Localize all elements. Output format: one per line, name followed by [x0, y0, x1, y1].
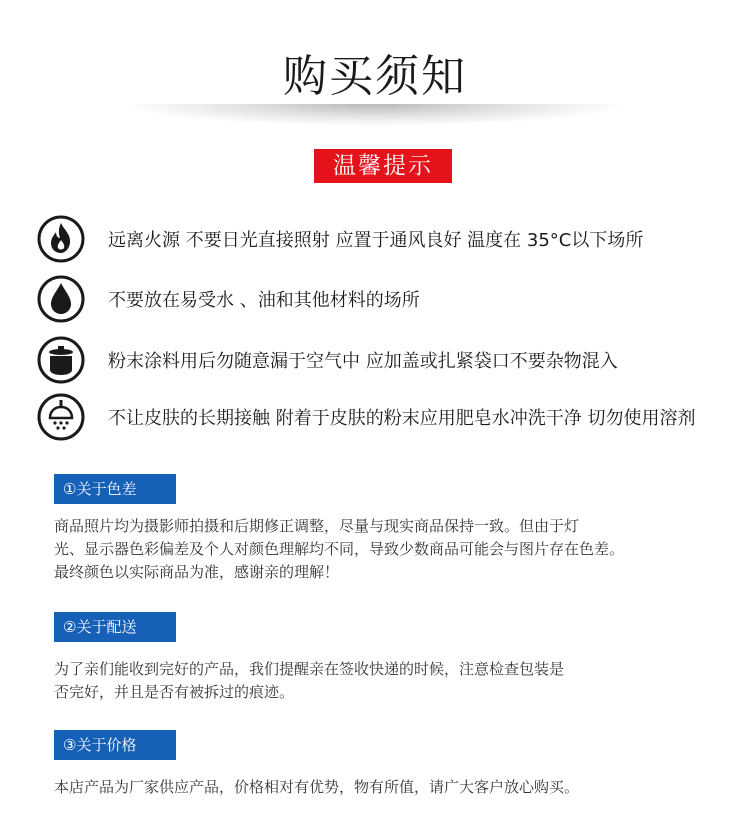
paragraph-line: 光、显示器色彩偏差及个人对颜色理解均不同，导致少数商品可能会与图片存在色差。: [54, 540, 625, 558]
warning-text: 粉末涂料用后勿随意漏于空气中 应加盖或扎紧袋口不要杂物混入: [108, 351, 618, 372]
fire-icon: [36, 214, 86, 264]
paragraph-line: 为了亲们能收到完好的产品，我们提醒亲在签收快递的时候，注意检查包装是: [54, 660, 565, 678]
shower-icon: [36, 392, 86, 442]
water-drop-icon: [36, 274, 86, 324]
jar-lid-icon: [36, 335, 86, 385]
section-paragraph-price: [54, 776, 714, 799]
section-paragraph-color-difference: [54, 515, 714, 584]
section-heading-delivery: ②关于配送: [54, 612, 176, 642]
section-heading-color-difference: ①关于色差: [54, 474, 176, 504]
page-title: 购买须知: [283, 51, 467, 102]
warning-row-fire: [36, 214, 750, 264]
paragraph-line: 否完好，并且是否有被拆过的痕迹。: [54, 683, 295, 701]
warning-row-water: [36, 274, 750, 324]
warning-row-skin: [36, 392, 750, 442]
warm-tip-badge: 温馨提示: [314, 149, 452, 183]
warning-text: 远离火源 不要日光直接照射 应置于通风良好 温度在 35°C以下场所: [108, 230, 644, 251]
title-shadow-divider: [120, 104, 630, 126]
warning-text: 不要放在易受水 、油和其他材料的场所: [108, 290, 420, 311]
warning-text: 不让皮肤的长期接触 附着于皮肤的粉末应用肥皂水冲洗干净 切勿使用溶剂: [108, 408, 696, 429]
paragraph-line: 本店产品为厂家供应产品，价格相对有优势，物有所值，请广大客户放心购买。: [54, 778, 580, 796]
paragraph-line: 商品照片均为摄影师拍摄和后期修正调整，尽量与现实商品保持一致。但由于灯: [54, 517, 580, 535]
paragraph-line: 最终颜色以实际商品为准，感谢亲的理解！: [54, 563, 340, 581]
section-paragraph-delivery: [54, 658, 714, 704]
section-heading-price: ③关于价格: [54, 730, 176, 760]
warning-row-sealed: [36, 335, 750, 385]
